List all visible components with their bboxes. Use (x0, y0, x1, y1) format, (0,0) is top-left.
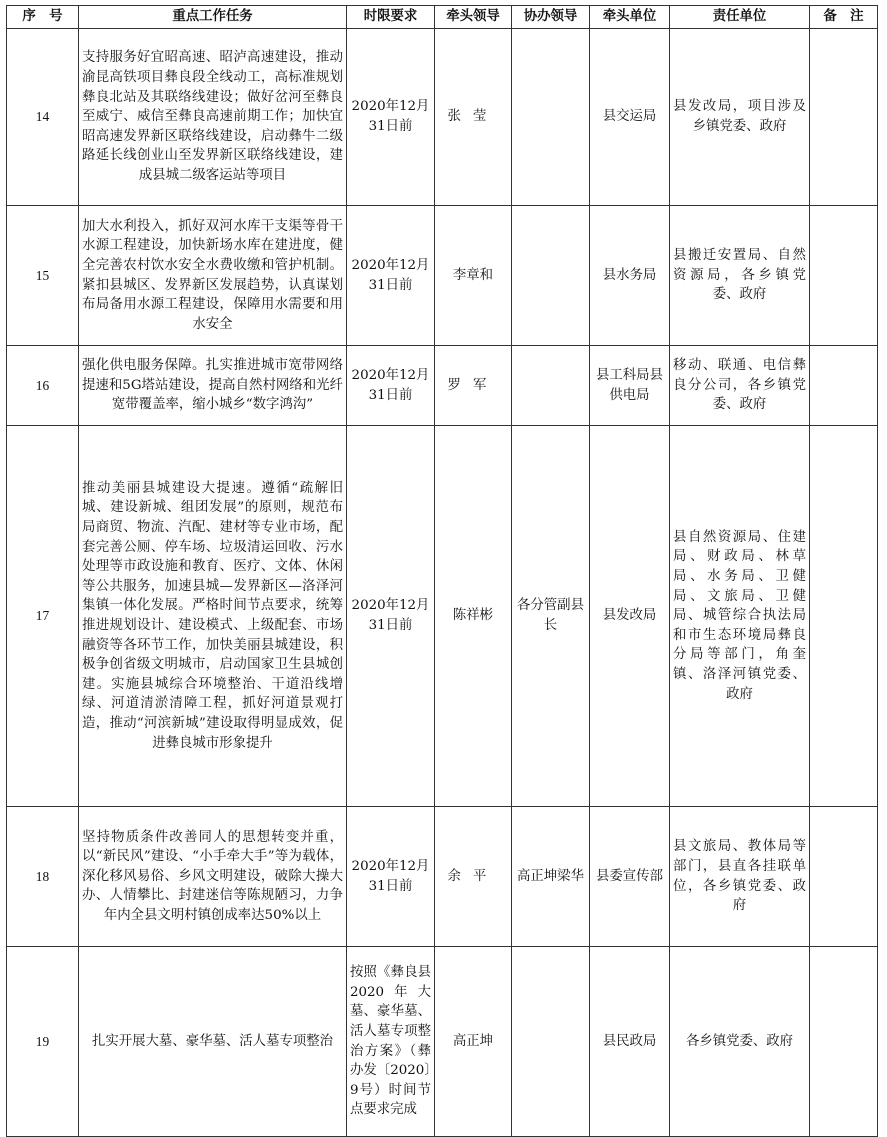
row-resp: 各乡镇党委、政府 (670, 947, 810, 1137)
header-note: 备 注 (810, 6, 878, 29)
header-task: 重点工作任务 (79, 6, 347, 29)
row-seq: 15 (7, 206, 79, 346)
task-table (6, 5, 878, 1137)
header-assist: 协办领导 (512, 6, 590, 29)
row-seq: 19 (7, 947, 79, 1137)
row-assist: 高正坤梁华 (512, 807, 590, 947)
header-unit: 牵头单位 (590, 6, 670, 29)
row-unit: 县发改局 (590, 426, 670, 807)
row-lead: 高正坤 (435, 947, 512, 1137)
row-lead: 李章和 (435, 206, 512, 346)
row-note (810, 426, 878, 807)
row-lead: 张莹 (435, 29, 512, 206)
row-unit: 县民政局 (590, 947, 670, 1137)
row-unit: 县工科局县供电局 (590, 346, 670, 426)
row-note (810, 947, 878, 1137)
row-seq: 14 (7, 29, 79, 206)
row-note (810, 29, 878, 206)
row-task: 支持服务好宜昭高速、昭泸高速建设，推动渝昆高铁项目彝良段全线动工，高标准规划彝良北站及其联络线建设；做好岔河至彝良至威宁、威信至彝良高速前期工作；加快宜昭高速发界新区联络线建设，启动彝牛二级路延长线创业山至发界新区联络线建设，建成县城二级客运站等项目 (79, 29, 347, 206)
row-seq: 18 (7, 807, 79, 947)
row-unit: 县交运局 (590, 29, 670, 206)
row-resp: 县自然资源局、住建局、财政局、林草局、水务局、卫健局、文旅局、卫健局、城管综合执法局和市生态环境局彝良分局等部门，角奎镇、洛泽河镇党委、政府 (670, 426, 810, 807)
row-resp: 县文旅局、教体局等部门，县直各挂联单位，各乡镇党委、政府 (670, 807, 810, 947)
row-unit: 县水务局 (590, 206, 670, 346)
table-row (7, 206, 878, 346)
row-lead: 余平 (435, 807, 512, 947)
row-task: 坚持物质条件改善同人的思想转变并重，以“新民风”建设、“小手牵大手”等为载体，深化移风易俗、乡风文明建设，破除大操大办、人情攀比、封建迷信等陈规陋习，力争年内全县文明村镇创成率达50%以上 (79, 807, 347, 947)
table-row (7, 947, 878, 1137)
header-resp: 责任单位 (670, 6, 810, 29)
row-task: 扎实开展大墓、豪华墓、活人墓专项整治 (79, 947, 347, 1137)
table-row (7, 426, 878, 807)
row-note (810, 346, 878, 426)
header-seq: 序 号 (7, 6, 79, 29)
table-row (7, 346, 878, 426)
row-deadline: 2020年12月31日前 (347, 807, 435, 947)
row-task: 强化供电服务保障。扎实推进城市宽带网络提速和5G塔站建设，提高自然村网络和光纤宽带覆盖率，缩小城乡“数字鸿沟” (79, 346, 347, 426)
task-table-page (6, 5, 877, 1137)
row-deadline: 2020年12月31日前 (347, 206, 435, 346)
row-assist (512, 346, 590, 426)
row-note (810, 807, 878, 947)
row-seq: 17 (7, 426, 79, 807)
row-resp: 县搬迁安置局、自然资源局，各乡镇党委、政府 (670, 206, 810, 346)
row-deadline: 2020年12月31日前 (347, 29, 435, 206)
row-resp: 移动、联通、电信彝良分公司，各乡镇党委、政府 (670, 346, 810, 426)
table-header-row (7, 6, 878, 29)
row-deadline: 按照《彝良县2020年大墓、豪华墓、活人墓专项整治方案》（彝办发〔2020〕9号）时间节点要求完成 (347, 947, 435, 1137)
row-assist (512, 29, 590, 206)
row-deadline: 2020年12月31日前 (347, 346, 435, 426)
row-lead: 罗军 (435, 346, 512, 426)
row-note (810, 206, 878, 346)
row-task: 加大水利投入，抓好双河水库干支渠等骨干水源工程建设，加快新场水库在建进度，健全完善农村饮水安全水费收缴和管护机制。紧扣县城区、发界新区发展趋势，认真谋划布局备用水源工程建设，保障用水需要和用水安全 (79, 206, 347, 346)
row-lead: 陈祥彬 (435, 426, 512, 807)
row-unit: 县委宣传部 (590, 807, 670, 947)
row-seq: 16 (7, 346, 79, 426)
row-assist (512, 206, 590, 346)
table-row (7, 807, 878, 947)
header-lead: 牵头领导 (435, 6, 512, 29)
header-deadline: 时限要求 (347, 6, 435, 29)
row-deadline: 2020年12月31日前 (347, 426, 435, 807)
row-task: 推动美丽县城建设大提速。遵循“疏解旧城、建设新城、组团发展”的原则，规范布局商贸、物流、汽配、建材等专业市场，配套完善公厕、停车场、垃圾清运回收、污水处理等市政设施和教育、医疗、文体、休闲等公共服务，加速县城—发界新区—洛泽河集镇一体化发展。严格时间节点要求，统筹推进规划设计、建设模式、上级配套、市场融资等各环节工作，加快美丽县城建设，积极争创省级文明城市，启动国家卫生县城创建。实施县城综合环境整治、干道沿线增绿、河道清淤清障工程，抓好河道景观打造，推动“河滨新城”建设取得明显成效，促进彝良城市形象提升 (79, 426, 347, 807)
table-row (7, 29, 878, 206)
row-assist (512, 947, 590, 1137)
row-resp: 县发改局，项目涉及乡镇党委、政府 (670, 29, 810, 206)
row-assist: 各分管副县长 (512, 426, 590, 807)
